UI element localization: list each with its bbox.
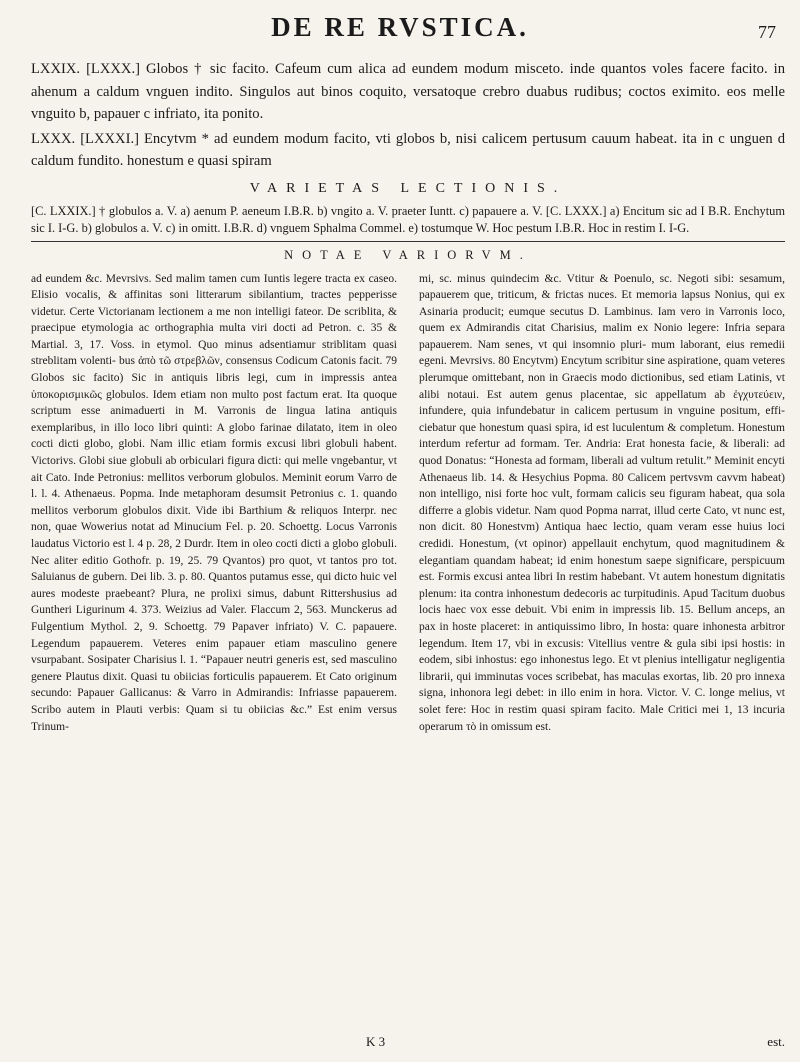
variants-heading: VARIETAS LECTIONIS.	[249, 180, 567, 196]
catchword: est.	[767, 1034, 785, 1049]
chapter-80-text: LXXX. [LXXXI.] Encytvm * ad eundem modum facito, vti globos b, nisi calicem pertusum cauum habeat. ita in c unguen d caldum fundito. honestum e quasi spiram	[31, 130, 785, 169]
notes-right-text: mi, sc. minus quindecim &c. Vtitur & Poenulo, sc. Negoti sibi: sesamum, papauerem que, triticum, & frictas nuces. Et memoria lapsus Nonius, qui ex Asinaria producit; eumque secutus D. Lambinus. Iam vero in Varronis loco, quem ex Admirandis citat Charisius, malim ex Nonio legere: Infria separa papauerem. Nam senes, vt qui insomnio pluri- mum laborant, eius remedii egeni. Mevrsivs. 80 Encytvm) Encytum scribitur sine aspiratione, quam veteres plerumque omittebant, non in Graecis modo dictionibus, sed etiam Latinis, vt alibi notaui. Est autem genus placentae, sic appellatum ab ἐγχυτεύειν, infundere, quia infundebatur in calicem pertusum in vnguine positum, effi- ciebatur que honestum quasi spira, id est luculentum & completum. Honestum interdum refertur ad formam. Ter. Andria: Erat honesta facie, & liberali: ad quod Donatus: “Honesta ad formam, liberali ad vultum retulit.” Meminit encyti Athenaeus lib. 14. & Hesychius Popma. 80 Calicem pertvsvm cavvm habeat) non intelligo, nisi forte hoc vult, formam calicis seu figuram habeat, qua sola differre a globis videtur. Nam quod Popma narrat, illud certe Cato, vt nunc est, non dicit. 80 Honestvm) Antiqua haec lectio, quam veram esse huius loci credidi. Honestum, (vt opinor) appellauit enchytum, quod magnitudinem & elegantiam quandam habeat; id enim honestum saepe significare, perspicuum est. Formis excusi antea libri In restim habebant. Vt autem honestum dignitatis plenum: ita contra inhonestum dedecoris ac turpitudinis. Apud Tacitum duobus locis haec vox esse debuit. Vbi enim in impressis lib. 15. Bellum anceps, an pax in hoste placeret: in antiquissimo libro, In hosta: quare inhonesta arbitror legendum. Item 17, vbi in excusis: Vitellius ventre & gula sibi ipsi hostis: in eodem, sibi inhostus: ego inhonestus lego. Et vt plenius intelligatur negligentia librarii, qui imminutas voces scribebat, has maculas exortas, lib. 20 pro innexa signa, inhonora legi debet: in illo enim in hora. Victor. V. C. longe melius, vt solet fere: Hoc in restim quasi spiram facito. Male Critici mei 1, 13 incuria operarum τὸ in omissum est.	[419, 272, 785, 733]
notes-columns	[31, 271, 785, 736]
main-text	[31, 58, 785, 735]
section-divider	[31, 241, 785, 242]
page-footer	[31, 1034, 785, 1056]
notes-heading: NOTAE VARIORVM.	[284, 247, 532, 262]
variants-text: [C. LXXIX.] † globulos a. V. a) aenum P. aeneum I.B.R. b) vngito a. V. praeter Iuntt. c) papauere a. V. [C. LXXX.] a) Encitum sic ad I B.R. Enchytum sic I. I-G. b) globulos a. V. c) in omitt. I.B.R. d) vnguem Sphalma Commel. e) tostumque W. Hoc pestum I.B.R. Hoc in restim I. I-G.	[31, 203, 785, 235]
notes-left-text: ad eundem &c. Mevrsivs. Sed malim tamen cum Iuntis legere tracta ex caseo. Elisio vocalis, & affinitas soni litterarum sibilantium, tractes pepperisse videtur. Certe Victorianam lectionem a me non intelligi fateor. De scriblita, & praecipue etymologia ac orthographia multa viri docti ad Petron. c. 35 & Martial. 3, 17. Voss. in etymol. Quo minus adsentiamur striblitam quasi streblitam volenti- bus ἀπὸ τῶ στρεβλῶν, consensus Codicum Catonis facit. 79 Globos sic facito) Sic in antiquis libris legi, cum in impressis antea ὑποκορισμικῶς globulos. Idem etiam non multo post factum erat. Ita quoque scriptum esse animaduerti in M. Varronis de lingua latina antiquis exemplaribus, in illo loco libri quinti: A globo farinae dilatato, item in oleo cocti dicti globo, globi. Nam illic etiam formis excusi libri globuli habent. Victorivs. Globi siue globuli ab orbiculari figura dicti: qui melle vngebantur, vt ait Cato. Inde Petronius: mellitos verborum globulos. Meminit eorum Varro de l. l. 4. Athenaeus. Popma. Inde metaphoram desumsit Petronius c. 1. quando mellitos verborum globulos dixit. Vide ibi Barthium & reliquos Interpr. nec non, quae Wowerius notat ad Minucium Fel. p. 20. Schoettg. Locus Varronis laudatus Victorio est l. 4 p. 28, 2 Durdr. Item in oleo cocti dicti a globo globuli. Nec aliter editio Gothofr. p. 19, 25. 79 Qvantos) pro quot, vt tantos pro tot. Saluianus de gubern. Dei lib. 3. p. 80. Quantos putamus esse, qui dicto huic vel aures modeste praebeant? Plura, ne prolixi simus, dabunt Rittershusius ad Guntheri Ligurinum 4. 373. Weizius ad Valer. Flaccum 2, 563. Munckerus ad Fulgentium Mythol. 2, 9. Schoettg. 79 Papaver infriato) V. C. papauere. Legendum papauerem. Veteres enim papauer etiam masculino genere vsurpabant. Sosipater Charisius l. 1. “Papauer neutri generis est, sed masculino genere Plautus dixit. Quasi tu obiicias forticulis papauerem. Et Cato originum secundo: Papauer Gallicanus: & Varro in Admirandis: Infriasse papauerem. Scribo autem in Plauti verbis: Quam si tu obiicias &c.” Est enim versus Trinum-	[31, 272, 397, 733]
running-head: DE RE RVSTICA.	[271, 12, 529, 42]
chapter-79-text: LXXIX. [LXXX.] Globos † sic facito. Cafeum cum alica ad eundem modum misceto. inde quantos voles facere facito. in ahenum a caldum vnguen indito. Singulos aut binos coquito, versatoque crebro duabus rudibus; coctos eximito. eos melle vnguito b, papauer c infriato, ita ponito.	[31, 61, 785, 122]
signature-mark: K 3	[366, 1034, 386, 1049]
notes-right-column	[419, 271, 785, 736]
notes-left-column	[31, 271, 397, 736]
page-header	[0, 8, 800, 52]
page-number: 77	[758, 22, 776, 42]
